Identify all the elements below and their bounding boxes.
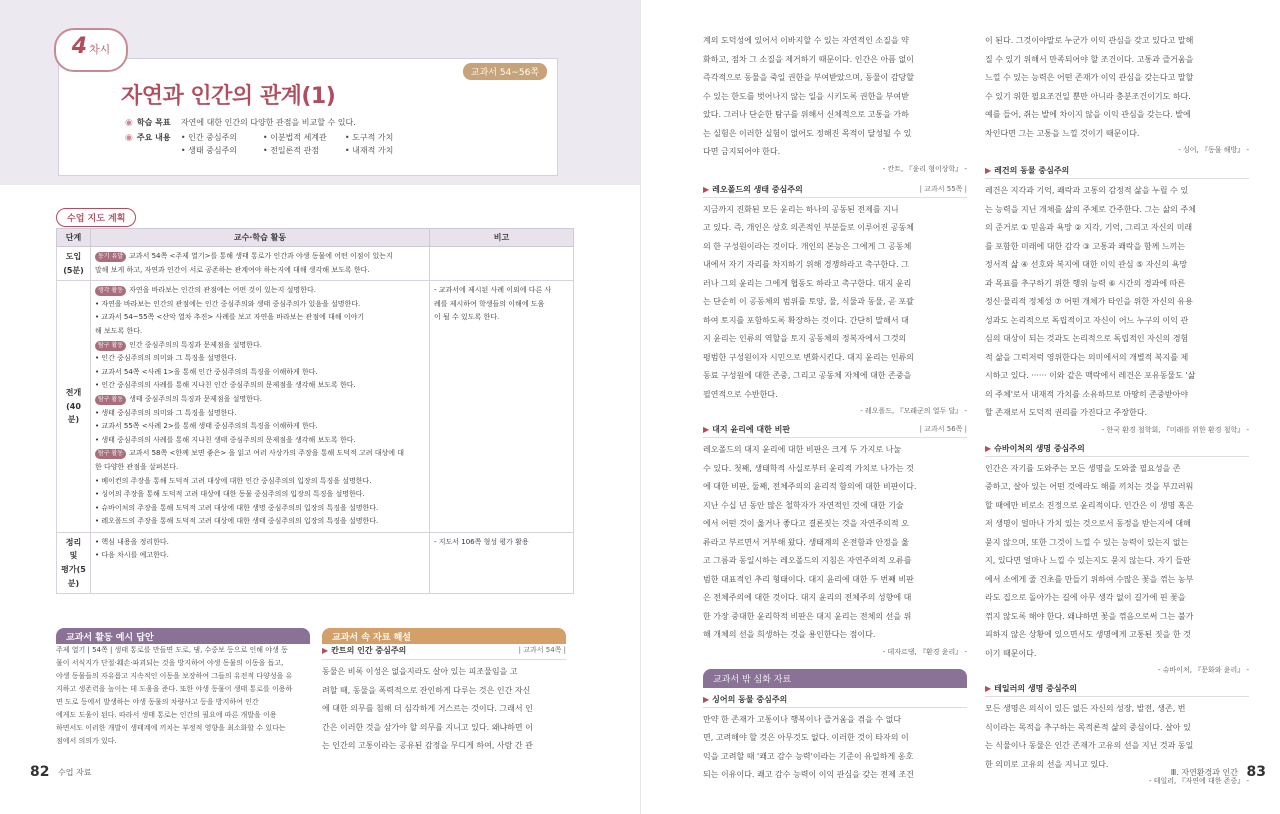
- citation: - 칸트, 『윤리 형이상학』 -: [882, 164, 967, 173]
- text-line: 았다. 그러나 단순한 탐구를 위해서 신체적으로 고통을 가하: [703, 110, 909, 119]
- text-line: 고 있다. 즉, 개인은 상호 의존적인 부분들로 이루어진 공동체: [703, 223, 914, 232]
- triangle-icon: ▶: [703, 425, 710, 434]
- text-line: 면, 고려해야 할 것은 아무것도 없다. 이러한 것이 타자의 이: [703, 733, 909, 742]
- text-line: 예를 들어, 쥐는 발에 차이지 않을 이익 관심을 갖는다. 발에: [985, 110, 1191, 119]
- text-line: 내에서 자기 자리를 차지하기 위해 경쟁하라고 촉구한다. 그: [703, 260, 909, 269]
- activity-line: 말해 보게 하고, 자연과 인간이 서로 공존하는 관계여야 하는지에 대해 생각해 보도록 한다.: [95, 265, 370, 274]
- text-line: 해 개체의 선을 희생하는 것을 용인한다는 점이다.: [703, 630, 876, 639]
- text-line: 지금까지 진화된 모든 윤리는 하나의 공동된 전제를 지니: [703, 204, 899, 214]
- activity-line: • 슈바이처의 주장을 통해 도덕적 고려 대상에 대한 생명 중심주의의 입장의 특징을 설명한다.: [95, 503, 379, 512]
- lesson-number: 4: [71, 34, 88, 59]
- text-line: 동료 구성원에 대한 존중, 그리고 공동체 자체에 대한 존중을: [703, 371, 912, 380]
- text-line: 질 수 있기 위해서 만족되어야 할 조건이다. 고통과 즐거움을: [985, 54, 1194, 64]
- citation: - 데자르댕, 『환경 윤리』 -: [882, 647, 967, 656]
- text-line: 지난 수십 년 동안 많은 철학자가 자연적인 것에 대한 기술: [703, 500, 904, 510]
- text-line: 에서 어떤 것이 옳거나 좋다고 결론짓는 것을 자연주의적 오: [703, 519, 909, 528]
- answer-line: 점에서 의의가 있다.: [56, 737, 117, 745]
- lesson-number-badge: [54, 28, 128, 72]
- activity-line: 탐구 활동 교과서 58쪽 <한께 보면 좋은> 을 읽고 여러 사상가의 주장을 통해 도덕적 고려 대상에 대: [95, 447, 425, 461]
- activity-line: • 교과서 54쪽 <사례 1>을 통해 인간 중심주의의 특징을 이해하게 한다.: [95, 367, 318, 376]
- triangle-icon: ▶: [985, 684, 992, 693]
- material-header: 교과서 속 자료 해설: [322, 628, 566, 644]
- text-line: 지 윤리는 인류의 역할을 토지 공동체의 정복자에서 그것의: [703, 334, 907, 343]
- note-cell: [430, 247, 574, 281]
- activity-line: • 교과서 55쪽 <사례 2>를 통해 생태 중심주의의 특징을 이해하게 한다.: [95, 422, 318, 431]
- note-line: 이 될 수 있도록 한다.: [434, 313, 500, 322]
- activity-line: • 싱어의 주장을 통해 도덕적 고려 대상에 대한 동물 중심주의의 입장의 특징을 설명한다.: [95, 490, 365, 499]
- text-line: 식이라는 목적을 추구하는 목적론적 삶의 중심이다. 살아 있: [985, 722, 1191, 732]
- text-line: 의 주체'로서 내재적 가치를 소유하므로 마땅히 존중받아야: [985, 389, 1188, 399]
- text-line: 레건은 지각과 기억, 쾌락과 고통의 감정적 삶을 누릴 수 있: [985, 186, 1189, 195]
- text-line: 평범한 구성원이자 시민으로 변화시킨다. 대지 윤리는 인류의: [703, 352, 914, 362]
- text-line: 만약 한 존재가 고통이나 행복이나 즐거움을 겪을 수 없다: [703, 714, 902, 724]
- right-column-2: [985, 32, 1249, 786]
- text-line: 수 있기 위한 필요조건일 뿐만 아니라 충분조건이기도 하다.: [985, 91, 1191, 101]
- answer-line: 야생 동물들의 자유롭고 지속적인 이동을 보장하여 그들의 유전적 다양성을 유: [56, 672, 293, 680]
- section-ref: | 교과서 55쪽 |: [919, 184, 967, 193]
- header-activity: 교수·학습 활동: [91, 229, 430, 247]
- content-item: • 내재적 가치: [344, 146, 394, 155]
- text-line: 고 그름과 동일시하는 레오폴드의 지침은 자연주의적 오류를: [703, 556, 912, 565]
- content-item: • 이분법적 세계관: [262, 133, 327, 142]
- citation: - 한국 환경 철학회, 『미래를 위한 환경 철학』 -: [1101, 425, 1249, 434]
- activity-line: 한 다양한 관점을 살펴본다.: [95, 462, 179, 471]
- answer-line: 물이 서식지가 단절·훼손·파괴되는 것을 방지하여 야생 동물의 이동을 돕고,: [56, 659, 284, 667]
- text-line: 꺾지 않도록 해야 한다. 왜냐하면 꽃을 꺾음으로써 그는 불가: [985, 611, 1194, 621]
- answer-line: 면 도로 등에서 발생하는 야생 동물의 차량사고 등을 방지하여 인간: [56, 698, 259, 706]
- textbook-ref-badge: 교과서 54~56쪽: [463, 63, 547, 80]
- text-line: 라도 집으로 돌아가는 길에 아무 생각 없이 길가에 핀 꽃을: [985, 593, 1186, 602]
- goal-text: 자연에 대한 인간의 다양한 관점을 비교할 수 있다.: [180, 118, 356, 127]
- activity-line: • 인간 중심주의의 사례를 통해 지나친 인간 중심주의의 문제점을 생각해 보도록 한다.: [95, 381, 356, 390]
- text-line: 는 식물이나 동물은 인간 존재가 고유의 선을 지닌 것과 동일: [985, 741, 1194, 750]
- right-page: [640, 0, 1280, 814]
- activity-line: • 교과서 54~55쪽 <산악 열차 추진> 사례를 보고 자연을 바라보는 관점에 대해 이야기: [95, 313, 365, 322]
- triangle-icon: ▶: [703, 694, 710, 704]
- material-line: 간은 이러한 것을 삼가야 할 의무를 지니고 있다. 왜냐하면 이: [322, 722, 533, 732]
- activity-tag: 동기 유발: [95, 252, 126, 262]
- lesson-card: [58, 58, 558, 176]
- text-line: 필연적으로 수반한다.: [703, 389, 778, 399]
- section-title: 수업 지도 계획: [56, 208, 136, 227]
- table-row: [57, 532, 574, 593]
- activity-line: • 핵심 내용을 정리한다.: [95, 537, 169, 546]
- contents-grid: [181, 132, 427, 156]
- text-line: 할 존재로서 도덕적 권리를 가진다고 주장한다.: [985, 408, 1148, 417]
- text-line: 한 의미로 고유의 선을 지니고 있다.: [985, 759, 1109, 769]
- citation: - 테일러, 『자연에 대한 존중』 -: [1148, 777, 1249, 785]
- stage-intro: 도입 (5분): [57, 247, 91, 281]
- text-line: 를 포함한 미래에 대한 감각 ③ 고통과 쾌락을 함께 느끼는: [985, 241, 1186, 251]
- text-line: 류라고 부르면서 거부해 왔다. 생태계의 온전함과 안정을 옳: [703, 537, 909, 547]
- text-line: 모든 생명은 의식이 있든 없든 자신의 성장, 발전, 생존, 번: [985, 704, 1186, 713]
- content-item: • 생태 중심주의: [180, 146, 238, 155]
- activity-line: • 생태 중심주의의 사례를 통해 지나친 생태 중심주의의 문제점을 생각해 보도록 한다.: [95, 435, 356, 444]
- material-line: 는 인간의 고통이라는 공유된 감정을 무디게 하여, 사람 간 관: [322, 741, 533, 750]
- lesson-plan-table: [56, 228, 574, 594]
- activity-tag: 탐구 활동: [95, 449, 126, 459]
- stage-wrap: 정리 및 평가(5분): [57, 532, 91, 593]
- material-subheading: ▶ 칸트의 인간 중심주의 | 교과서 54쪽 |: [322, 644, 566, 660]
- bullet-icon: ◉: [125, 133, 133, 143]
- page-label: 수업 자료: [58, 768, 92, 777]
- text-line: 에서 소에게 줄 건초를 만들기 위하여 수많은 꽃을 꺾는 농부: [985, 574, 1194, 584]
- activity-line: 탐구 활동 인간 중심주의의 특징과 문제점을 설명한다.: [95, 339, 425, 353]
- activity-line: • 자연을 바라보는 인간의 관점에는 인간 중심주의와 생태 중심주의가 있음을 설명한다.: [95, 299, 361, 308]
- text-line: 의 한 구성원이라는 것이다. 개인의 본능은 그에게 그 공동체: [703, 241, 912, 251]
- triangle-icon: ▶: [703, 184, 710, 194]
- activity-cell: [91, 532, 430, 593]
- material-line: 동물은 비록 이성은 없을지라도 살아 있는 피조물임을 고: [322, 667, 518, 676]
- table-row: [57, 281, 574, 533]
- right-column-1: [703, 32, 967, 785]
- header-note: 비고: [430, 229, 574, 247]
- note-line: - 교과서에 제시된 사례 이외에 다른 사: [434, 286, 552, 295]
- text-line: 저 생명이 얼마나 가치 있는 것으로서 동정을 받는지에 대해: [985, 519, 1191, 528]
- text-line: 의 준거로 ① 믿음과 욕망 ② 지각, 기억, 그리고 자신의 미래: [985, 223, 1193, 232]
- schweitzer-heading: ▶ 슈바이처의 생명 중심주의: [985, 443, 1249, 457]
- text-line: 심의 대상이 되는 것과도 논리적으로 독립적인 자신의 경험: [985, 334, 1189, 343]
- text-line: 한 가장 중대한 윤리학적 비판은 대지 윤리는 전체의 선을 위: [703, 611, 912, 621]
- lesson-suffix: 차시: [89, 43, 111, 56]
- activity-line: • 레오폴드의 주장을 통해 도덕적 고려 대상에 대한 생태 중심주의의 입장의 특징을 설명한다.: [95, 517, 379, 526]
- activity-line: • 베이컨의 주장을 통해 도덕적 고려 대상에 대한 인간 중심주의의 입장의 특징을 설명한다.: [95, 476, 372, 485]
- text-line: 피하지 않은 상황에 있으면서도 생명에게 고통된 짓을 한 것: [985, 630, 1191, 639]
- note-line: 례를 제시하여 학생들의 이해에 도움: [434, 299, 545, 308]
- material-body: [322, 644, 566, 756]
- table-row: [57, 247, 574, 281]
- deep-material-header: 교과서 밖 심화 자료: [703, 669, 967, 688]
- text-line: 정신·물리적 정체성 ⑦ 어떤 개체가 타인을 위한 자신의 유용: [985, 297, 1193, 306]
- critique-heading: ▶ 대지 윤리에 대한 비판 | 교과서 56쪽 |: [703, 424, 967, 438]
- goal-label: 학습 목표: [136, 118, 171, 127]
- text-line: 되는 이유이다. 쾌고 감수 능력이 이익 관심을 갖는 전제 조건: [703, 770, 914, 779]
- triangle-icon: ▶: [985, 166, 992, 175]
- contents-label: 주요 내용: [136, 133, 171, 142]
- text-line: 수 있는 한도를 벗어나지 않는 일을 시키도록 권한을 부여받: [703, 91, 909, 101]
- text-line: 에 대한 비판, 둘째, 전체주의의 윤리적 함의에 대한 비판이다.: [703, 482, 917, 491]
- text-line: 시하고 있다. ······ 이와 같은 맥락에서 레건은 포유동물도 '삶: [985, 371, 1196, 380]
- taylor-heading: ▶ 테일러의 생명 중심주의: [985, 683, 1249, 697]
- text-line: 는 실험은 이러한 실험이 없어도 정해진 목적이 달성될 수 있: [703, 128, 912, 138]
- header-stage: 단계: [57, 229, 91, 247]
- text-line: 수 있다. 첫째, 생태학적 사실로부터 윤리적 가치로 나가는 것: [703, 463, 914, 473]
- activity-tag: 탐구 활동: [95, 341, 126, 351]
- answer-line: 에게도 도움이 된다. 따라서 생태 통로는 인간의 필요에 따른 개발을 이용: [56, 711, 277, 719]
- page-number: 83: [1246, 764, 1266, 780]
- text-line: 는 능력을 지닌 개체를 삶의 주체로 간주한다. 그는 삶의 주체: [985, 204, 1196, 214]
- text-line: 성과도 논리적으로 독립적이고 자신이 어느 누구의 이익 관: [985, 315, 1189, 325]
- bullet-icon: ◉: [125, 118, 133, 128]
- activity-tag: 탐구 활동: [95, 395, 126, 405]
- text-line: 화하고, 점차 그 소질을 제거하기 때문이다. 인간은 아픔 없이: [703, 54, 914, 64]
- citation: - 싱어, 『동물 해방』 -: [1178, 146, 1249, 154]
- text-line: 적 삶을 그럭저럭 영위한다는 의미에서의 개별적 복지를 제: [985, 352, 1189, 362]
- note-line: - 지도서 106쪽 형성 평가 활용: [434, 537, 529, 546]
- text-line: 레오폴드의 대지 윤리에 대한 비판은 크게 두 가지로 나눌: [703, 445, 902, 454]
- page-number: 82: [30, 764, 50, 780]
- section-ref: | 교과서 56쪽 |: [919, 425, 967, 433]
- activity-answer-header: 교과서 활동 예시 답안: [56, 628, 310, 644]
- activity-cell: [91, 247, 430, 281]
- text-line: 정서적 삶 ④ 선호와 복지에 대한 이익 관심 ⑤ 자신의 욕망: [985, 260, 1188, 269]
- activity-line: • 다음 차시를 예고한다.: [95, 551, 169, 560]
- answer-line: 주제 열기 | 54쪽 | 생태 통로를 만들면 도로, 댐, 수중보 등으로 인해 야생 동: [56, 646, 288, 654]
- citation: - 슈바이처, 『문화와 윤리』 -: [1157, 666, 1249, 674]
- triangle-icon: ▶: [322, 646, 329, 655]
- text-line: 하여 토지를 포함하도록 확장하는 것이다. 간단히 말해서 대: [703, 315, 909, 325]
- page-label: Ⅲ. 자연환경과 인간: [1170, 768, 1238, 777]
- activity-line: 탐구 활동 생태 중심주의의 특징과 문제점을 설명한다.: [95, 393, 425, 407]
- text-line: 다면 금지되어야 한다.: [703, 147, 781, 156]
- leopold-heading: ▶ 레오폴드의 생태 중심주의 | 교과서 55쪽 |: [703, 184, 967, 198]
- answer-line: 하면서도 이러한 개발이 생태계에 끼치는 부정적 영향을 최소화할 수 있다는: [56, 724, 286, 732]
- table-header-row: [57, 229, 574, 247]
- text-line: 인간은 자기를 도와주는 모든 생명을 도와줄 필요성을 존: [985, 463, 1181, 473]
- text-line: 느낄 수 있는 능력은 어떤 존재가 이익 관심을 갖는다고 말할: [985, 73, 1194, 82]
- activity-tag: 생각 활동: [95, 286, 126, 296]
- activity-line: 해 보도록 한다.: [95, 326, 143, 335]
- text-line: 즉각적으로 동물을 죽일 권한을 부여받았으며, 동물이 감당할: [703, 73, 914, 82]
- text-line: 계의 도덕성에 있어서 이바지할 수 있는 자연적인 소질을 약: [703, 36, 909, 45]
- text-line: 범한 대표적인 추리 형태이다. 대지 윤리에 대한 두 번째 비판: [703, 574, 914, 584]
- text-line: 차인다면 그는 고통을 느낄 것이기 때문이다.: [985, 128, 1140, 138]
- stage-dev: 전개 (40분): [57, 281, 91, 533]
- material-ref: | 교과서 54쪽 |: [518, 646, 566, 654]
- note-cell: [430, 532, 574, 593]
- lesson-title: 자연과 인간의 관계(1): [121, 84, 336, 109]
- activity-line: • 인간 중심주의의 의미와 그 특징을 설명한다.: [95, 354, 237, 363]
- text-line: 은 전체주의에 대한 것이다. 대지 윤리의 전체주의 성향에 대: [703, 593, 912, 602]
- triangle-icon: ▶: [985, 443, 992, 453]
- text-line: 이 된다. 그것이야말로 누군가 이익 관심을 갖고 있다고 말해: [985, 36, 1194, 45]
- note-cell: [430, 281, 574, 533]
- text-line: 는 단순히 이 공동체의 범위를 토양, 물, 식물과 동물, 곧 포괄: [703, 297, 914, 306]
- material-line: 에 대한 의무를 침해 더 심각하게 거스르는 것이다. 그래서 인: [322, 704, 533, 713]
- content-item: • 도구적 가치: [344, 133, 394, 142]
- activity-line: 동기 유발 교과서 54쪽 <주제 열기>를 통해 생태 통로가 인간과 야생 동물에 어떤 이점이 있는지: [95, 250, 425, 264]
- citation: - 레오폴드, 『모래군의 열두 달』 -: [860, 407, 967, 415]
- content-item: • 인간 중심주의: [180, 133, 238, 142]
- text-line: 묻지 않으며, 또한 그것이 느낄 수 있는 능력이 있는지 없는: [985, 537, 1189, 547]
- singer-heading: ▶ 싱어의 동물 중심주의: [703, 694, 967, 708]
- material-line: 려할 때, 동물을 폭력적으로 잔인하게 다루는 것은 인간 자신: [322, 685, 531, 695]
- text-line: 이기 때문이다.: [985, 648, 1037, 658]
- text-line: 지, 있다면 얼마나 느낄 수 있는지도 묻지 않는다. 자기 들판: [985, 556, 1191, 565]
- text-line: 익을 고려할 때 '쾌고 감수 능력'이라는 기준이 유일하게 옹호: [703, 751, 914, 761]
- activity-line: • 생태 중심주의의 의미와 그 특징을 설명한다.: [95, 408, 237, 417]
- activity-line: 생각 활동 자연을 바라보는 인간의 관점에는 어떤 것이 있는지 설명한다.: [95, 284, 425, 298]
- answer-line: 지하고 생존력을 높이는 데 도움을 준다. 또한 야생 동물이 생태 통로를 이용하: [56, 685, 293, 693]
- text-line: 할 때에만 비로소 진정으로 윤리적이다. 인간은 이 생명 혹은: [985, 500, 1194, 510]
- activity-answer-body: [56, 644, 312, 748]
- content-item: • 전일론적 관점: [262, 146, 320, 155]
- regan-heading: ▶ 레건의 동물 중심주의: [985, 165, 1249, 179]
- text-line: 과 목표를 추구하기 위한 행위 능력 ⑥ 시간의 경과에 따른: [985, 278, 1186, 288]
- activity-cell: [91, 281, 430, 533]
- contents-row: [125, 132, 427, 156]
- text-line: 러나 그의 윤리는 그에게 협동도 하라고 촉구한다. 대지 윤리: [703, 278, 912, 288]
- goal-row: [125, 117, 356, 128]
- text-line: 중하고, 살아 있는 어떤 것에라도 해를 끼치는 것을 부끄러워: [985, 482, 1194, 491]
